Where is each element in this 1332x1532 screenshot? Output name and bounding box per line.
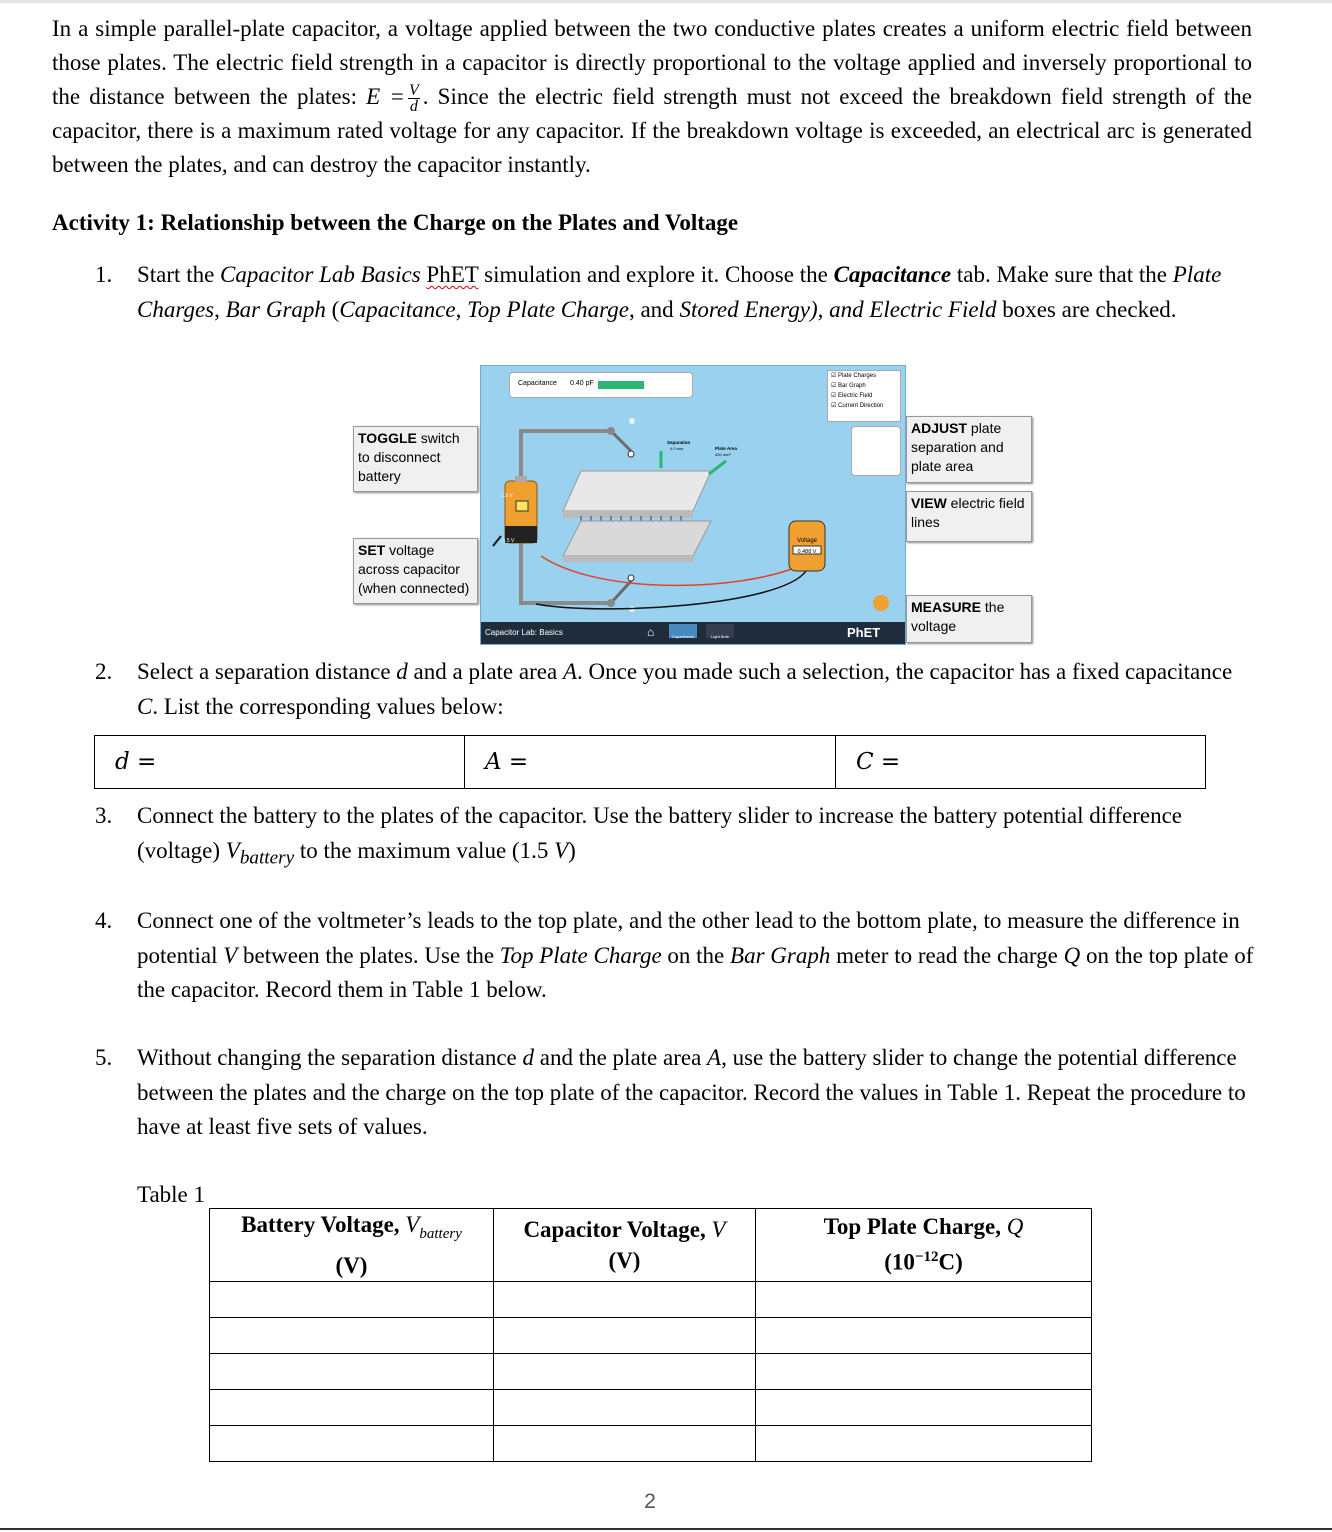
table1-caption: Table 1 xyxy=(137,1182,206,1207)
phet-logo: PhET xyxy=(847,625,881,640)
cell-battery-voltage[interactable] xyxy=(210,1425,494,1461)
circuit-diagram xyxy=(481,366,905,644)
bottom-plate-edge xyxy=(563,556,693,562)
voltmeter-value: 0.488 V xyxy=(797,549,817,555)
bottom-plate xyxy=(563,521,711,556)
cell-top-plate-charge[interactable] xyxy=(756,1389,1092,1425)
cell-capacitor-voltage[interactable] xyxy=(494,1425,756,1461)
step-text: Select a separation distance d and a plate area A. Once you made such a selection, the capacitor has a fixed capacitance C. List the corresponding values below: xyxy=(137,659,1233,719)
separation-value: 4.0 mm xyxy=(670,446,684,451)
cell-battery-voltage[interactable] xyxy=(210,1317,494,1353)
callout-set: SET voltage across capacitor (when connected) xyxy=(353,538,478,604)
bottom-rule xyxy=(0,1528,1332,1530)
callout-measure: MEASURE the voltage xyxy=(906,595,1032,643)
col-capacitor-voltage: Capacitor Voltage, V (V) xyxy=(494,1209,756,1282)
step-number: 2. xyxy=(95,659,113,684)
battery-bottom-label: -1.5 V xyxy=(501,538,515,544)
reset-icon xyxy=(873,595,889,611)
cell-top-plate-charge[interactable] xyxy=(756,1425,1092,1461)
table-row xyxy=(210,1317,1092,1353)
capacitance-label: Capacitance xyxy=(518,380,557,387)
checkbox-plate-charges[interactable]: ☑ Plate Charges xyxy=(831,373,877,379)
step-number: 3. xyxy=(95,803,113,828)
cell-battery-voltage[interactable] xyxy=(210,1389,494,1425)
checkbox-current-direction[interactable]: ☑ Current Direction xyxy=(831,403,884,409)
switch-pivot-top xyxy=(607,427,615,435)
voltmeter-label: Voltage xyxy=(796,538,818,544)
terminal-alt-top xyxy=(629,418,635,424)
switch-pivot-bottom xyxy=(607,599,615,607)
table1-header-row xyxy=(210,1209,1092,1282)
c-cell[interactable]: C = xyxy=(836,736,1206,789)
intro-text-1: In a simple parallel-plate capacitor, a voltage applied between the two conductive plates creates a uniform electric field between those plates. The electric field strength in a capacitor is directly proportional to the voltage applied and inversely proportional to the distance between the plates: xyxy=(52,16,1252,109)
battery-slider-knob xyxy=(516,501,528,511)
battery-top-label: 1.5 V xyxy=(501,493,513,499)
callout-view: VIEW electric field lines xyxy=(906,491,1032,542)
battery-terminal xyxy=(515,476,527,482)
formula-denominator: d xyxy=(409,98,418,116)
cell-top-plate-charge[interactable] xyxy=(756,1317,1092,1353)
sim-title: Capacitor Lab: Basics xyxy=(485,628,563,637)
cell-battery-voltage[interactable] xyxy=(210,1353,494,1389)
step-text: Start the Capacitor Lab Basics PhET simulation and explore it. Choose the Capacitance tab. Make sure that the Plate Charges, Bar Graph (Capacitance, Top Plate Charge, and Stored Energy), and Electric Field boxes are checked. xyxy=(137,262,1222,322)
plate-area-label: Plate Area xyxy=(715,446,737,451)
activity-heading: Activity 1: Relationship between the Charge on the Plates and Voltage xyxy=(52,210,739,235)
col-top-plate-charge: Top Plate Charge, Q $(10^{-12}C)$ xyxy=(756,1209,1092,1282)
formula-lhs: E = xyxy=(366,84,405,109)
col-battery-voltage: Battery Voltage, $V_{battery}$ (V) xyxy=(210,1209,494,1282)
terminal-top xyxy=(628,451,634,457)
cell-capacitor-voltage[interactable] xyxy=(494,1281,756,1317)
cell-capacitor-voltage[interactable] xyxy=(494,1317,756,1353)
d-cell[interactable]: d = xyxy=(95,736,465,789)
phet-simulation-screenshot xyxy=(480,365,906,645)
table-row xyxy=(210,1425,1092,1461)
separation-label: Separation xyxy=(667,440,691,445)
checkbox-electric-field[interactable]: ☑ Electric Field xyxy=(831,393,873,399)
table-row xyxy=(210,1353,1092,1389)
step-text: Connect one of the voltmeter’s leads to the top plate, and the other lead to the bottom plate, to measure the difference in potential V between the plates. Use the Top Plate Charge on the Bar Graph meter to read the charge Q on the top plate of the capacitor. Record them in Table 1 below. xyxy=(137,908,1254,1002)
cell-top-plate-charge[interactable] xyxy=(756,1353,1092,1389)
capacitance-value: 0.40 pF xyxy=(570,380,594,387)
dac-table xyxy=(94,735,1206,789)
top-plate-edge xyxy=(563,511,693,518)
step-text: Connect the battery to the plates of the capacitor. Use the battery slider to increase the battery potential difference (voltage) $V_{battery}$ to the maximum value (1.5 V) xyxy=(137,803,1183,869)
step-number: 4. xyxy=(95,908,113,933)
tab-capacitance[interactable]: Capacitance xyxy=(669,624,697,638)
home-icon[interactable]: ⌂ xyxy=(647,625,655,639)
formula-fraction xyxy=(408,83,420,114)
cell-capacitor-voltage[interactable] xyxy=(494,1389,756,1425)
switch-bottom xyxy=(611,581,631,603)
tab-light-bulb[interactable]: Light Bulb xyxy=(706,624,734,638)
step-text: Without changing the separation distance d and the plate area A, use the battery slider to change the potential difference between the plates and the charge on the top plate of the capacitor. Record the values in Table 1. Repeat the procedure to have at least five sets of values. xyxy=(137,1045,1246,1139)
switch-top xyxy=(611,431,631,451)
table-row xyxy=(210,1389,1092,1425)
page-number: 2 xyxy=(644,1490,656,1513)
step-number: 5. xyxy=(95,1045,113,1070)
callout-toggle: TOGGLE switch to disconnect battery xyxy=(353,426,478,492)
sim-footer xyxy=(481,622,905,644)
callout-adjust: ADJUST plate separation and plate area xyxy=(906,416,1032,483)
cell-battery-voltage[interactable] xyxy=(210,1281,494,1317)
a-cell[interactable]: A = xyxy=(465,736,836,789)
probe-tip xyxy=(493,536,501,546)
terminal-bottom xyxy=(628,575,634,581)
top-rule xyxy=(0,0,1332,3)
formula-numerator: V xyxy=(408,82,419,100)
plate-area-value: 400 mm² xyxy=(715,452,731,457)
intro-paragraph xyxy=(52,12,1252,182)
cell-top-plate-charge[interactable] xyxy=(756,1281,1092,1317)
cell-capacitor-voltage[interactable] xyxy=(494,1353,756,1389)
step-number: 1. xyxy=(95,262,113,287)
table-1 xyxy=(209,1208,1092,1462)
intro-text-2: . Since the electric field strength must not exceed the breakdown field strength of the capacitor, there is a maximum rated voltage for any capacitor. If the breakdown voltage is exceeded, an electrical arc is generated between the plates, and can destroy the capacitor instantly. xyxy=(52,84,1252,178)
checkbox-bar-graph[interactable]: ☑ Bar Graph xyxy=(831,383,866,389)
top-plate xyxy=(563,471,711,511)
table-row xyxy=(210,1281,1092,1317)
plate-area-arrow xyxy=(709,461,726,474)
